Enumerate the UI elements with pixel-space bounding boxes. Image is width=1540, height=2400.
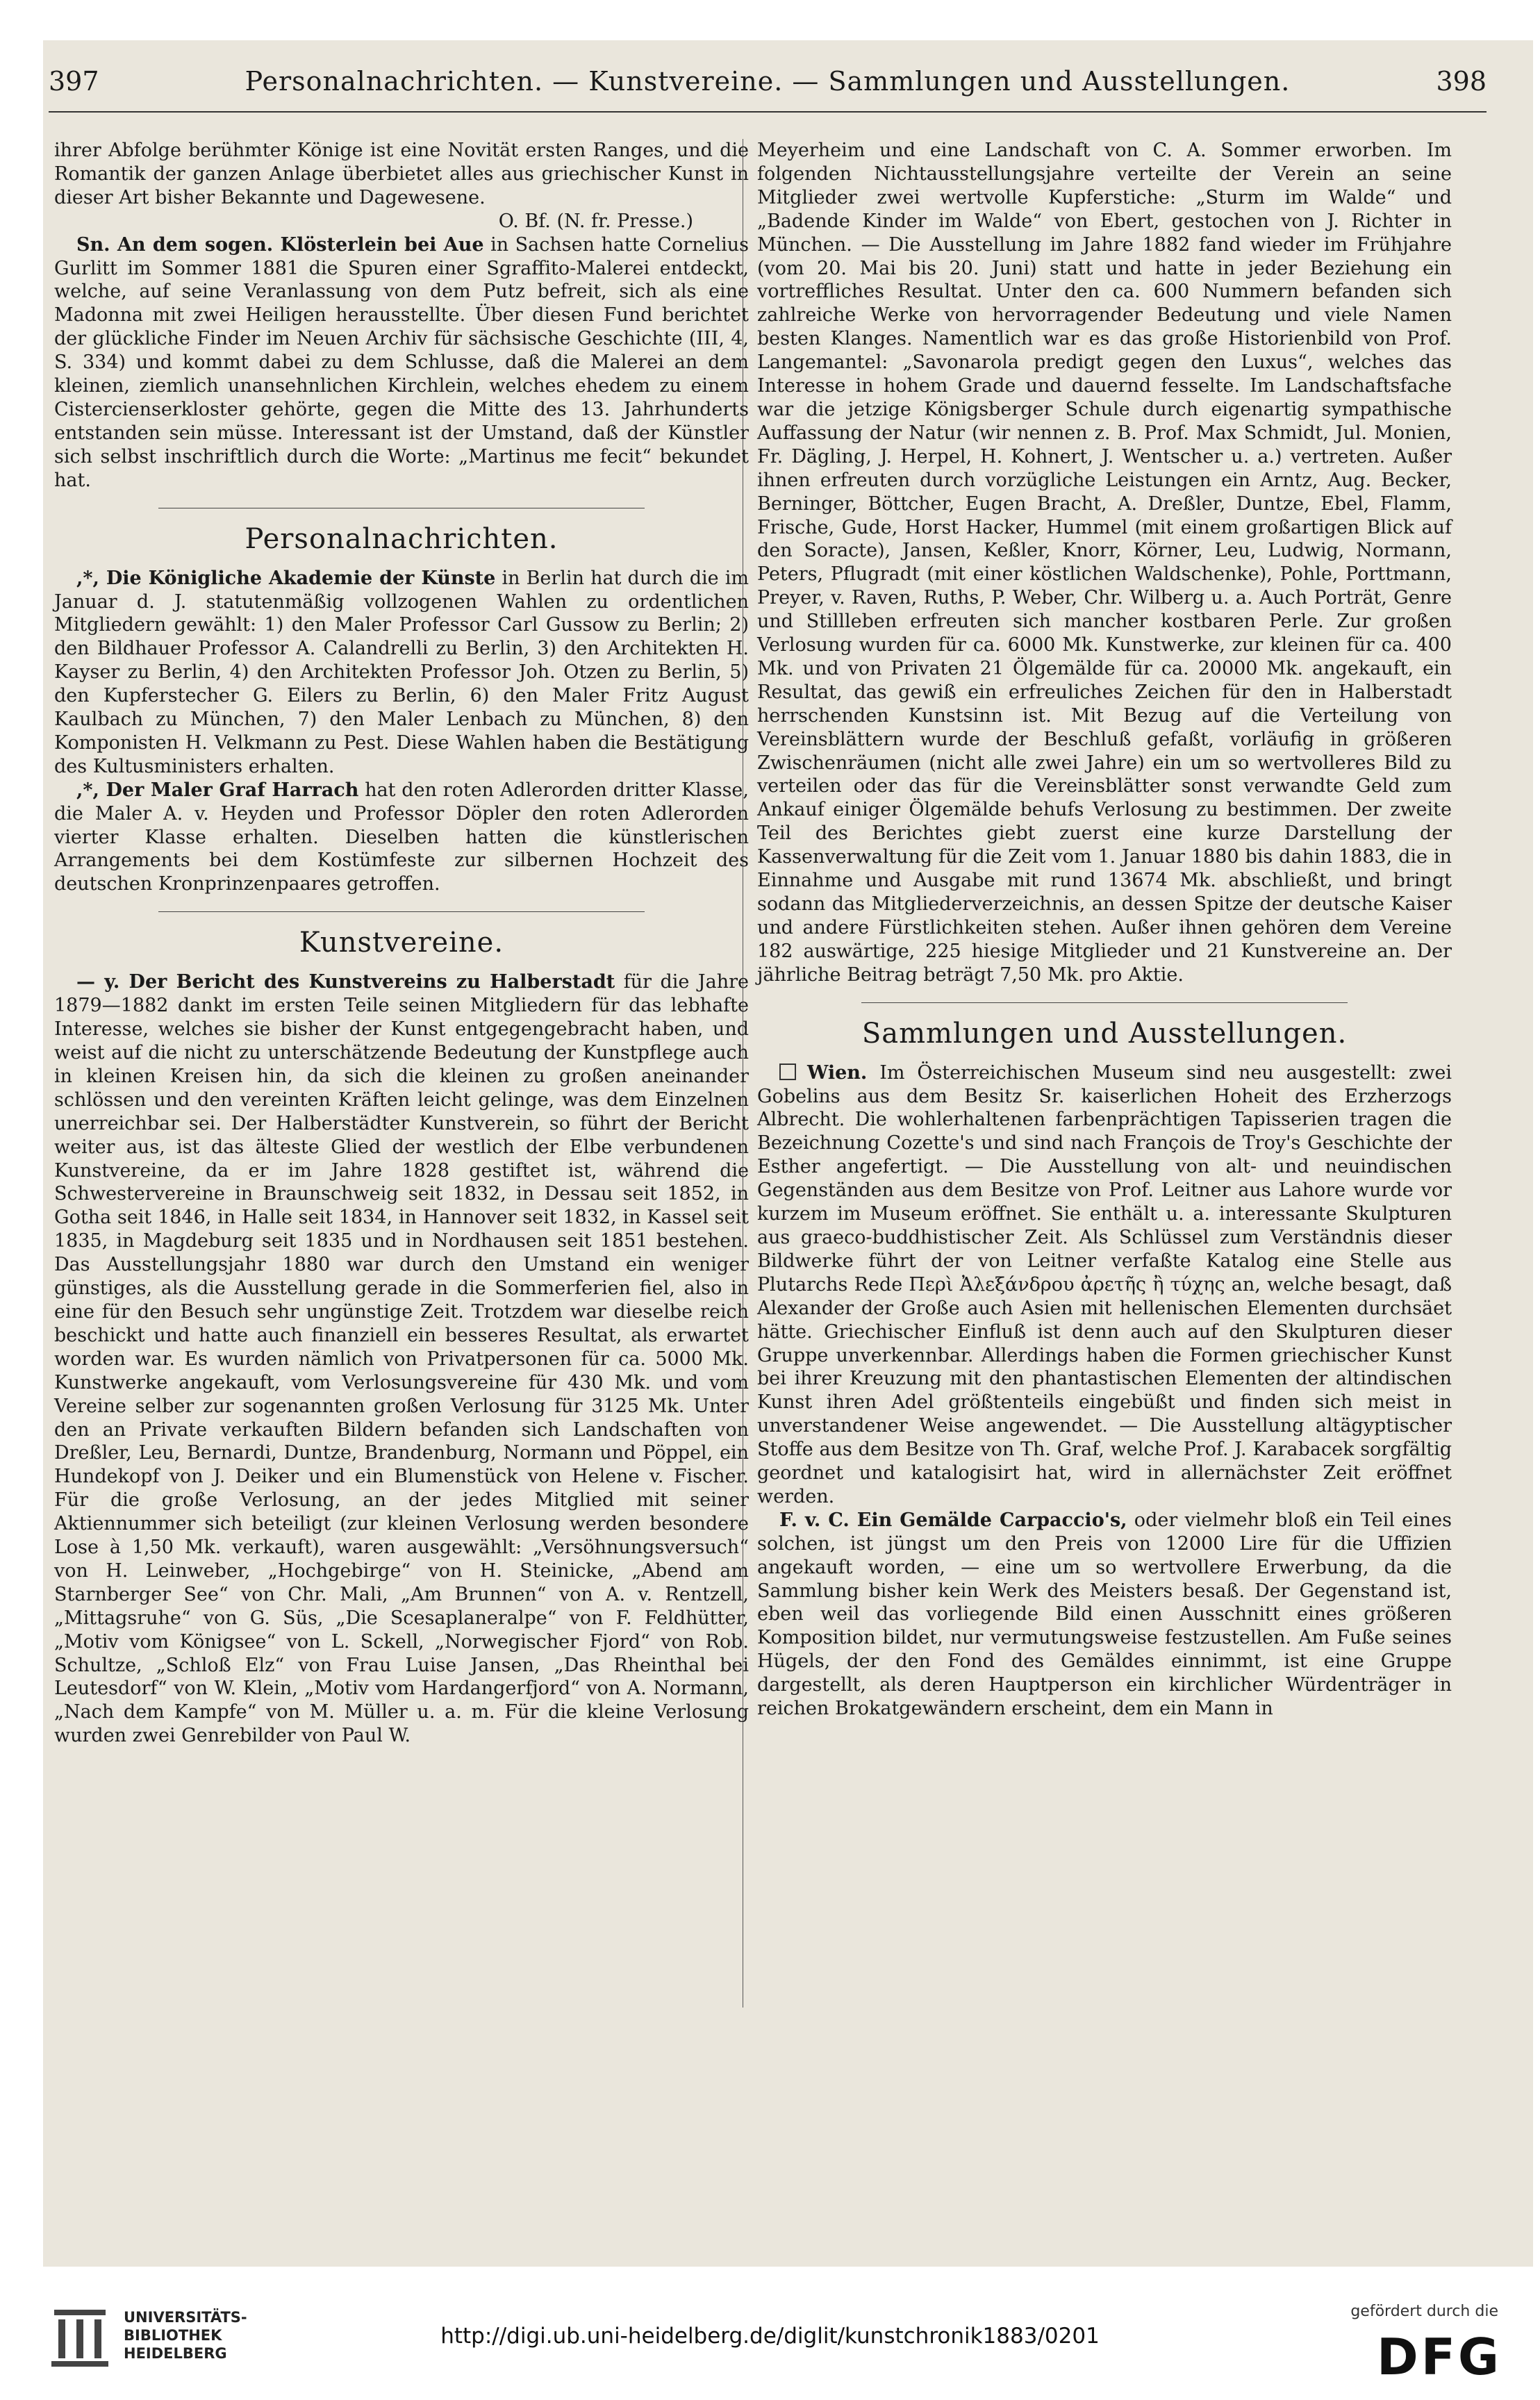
section-rule xyxy=(861,1002,1348,1003)
right-page-number: 398 xyxy=(1436,66,1487,97)
section-title-kunstvereine: Kunstvereine. xyxy=(299,927,504,959)
section-rule xyxy=(158,911,645,912)
footer-bar xyxy=(0,2275,1540,2400)
library-line: UNIVERSITÄTS- xyxy=(124,2309,247,2326)
section-title-personalnachrichten: Personalnachrichten. xyxy=(245,522,558,555)
source-url-link[interactable]: http://digi.ub.uni-heidelberg.de/diglit/kunstchronik1883/0201 xyxy=(440,2324,1100,2349)
harrach-lead: ,*, Der Maler Graf Harrach xyxy=(76,779,359,801)
harrach-text: hat den roten Adlerorden dritter Klasse, die Maler A. v. Heyden und Professor Döpler den roten Adlerorden vierter Klasse erhalten. Dieselben hatten die künstlerischen Arrangements bei dem Kostümfeste zur silbernen Hochzeit des deutschen Kronprinzenpaares getroffen. xyxy=(54,779,749,895)
dfg-logo-text: DFG xyxy=(1376,2328,1502,2386)
wien-text: Im Österreichischen Museum sind neu ausgestellt: zwei Gobelins aus dem Besitz Sr. kaiserlichen Hoheit des Erzherzogs Albrecht. Die wohlerhaltenen farbenprächtigen Tapisserien tragen die Bezeichnung Cozette's und sind nach François de Troy's Geschichte der Esther angefertigt. — Die Ausstellung von alt- und neuindischen Gegenständen aus dem Besitze von Prof. Leitner aus Lahore wurde vor kurzem im Museum eröffnet. Sie enthält u. a. interessante Skulpturen aus graeco-buddhistischer Zeit. Als Schlüssel zum Verständnis dieser Bildwerke führt der von Leitner verfaßte Katalog eine Stelle aus Plutarchs Rede Περὶ Ἀλεξάνδρου ἀρετῆς ἢ τύχης an, welche besagt, daß Alexander der Große auch Asien mit hellenischen Elementen durchsäet hätte. Griechischer Einfluß ist denn auch auf den Skulpturen dieser Gruppe unverkennbar. Allerdings haben die Formen griechischer Kunst bei ihrer Kreuzung mit den phantastischen Elementen der altindischen Kunst ihren Adel größtenteils eingebüßt und finden sich meist in unverstandener Weise angewendet. — Die Ausstellung altägyptischer Stoffe aus dem Besitze von Th. Graf, welche Prof. J. Karabacek sorgfältig geordnet und katalogisirt hat, wird in allernächster Zeit eröffnet werden. xyxy=(757,1061,1452,1507)
square-marker-icon xyxy=(779,1064,796,1080)
carpaccio-lead: F. v. C. Ein Gemälde Carpaccio's, xyxy=(779,1509,1127,1531)
section-title-sammlungen: Sammlungen und Ausstellungen. xyxy=(861,1017,1348,1050)
sn-lead: Sn. An dem sogen. Klösterlein bei Aue xyxy=(76,233,484,256)
academy-article xyxy=(54,567,749,779)
carpaccio-text: oder vielmehr bloß ein Teil eines solchen, ist jüngst um den Preis von 12000 Lire für die Uffizien angekauft worden, — eine um so wertvollere Erwerbung, da die Sammlung bisher kein Werk des Meisters besaß. Der Gegenstand ist, eben weil das vorliegende Bild einen Ausschnitt eines größeren Komposition bildet, nur vermutungsweise festzustellen. Am Fuße seines Hügels, der den Fond des Gemäldes einnimmt, ist eine Gruppe dargestellt, als deren Hauptperson ein kirchlicher Würdenträger in reichen Brokatgewändern erscheint, dem ein Mann in xyxy=(757,1509,1452,1720)
funding-label: gefördert durch die xyxy=(1350,2303,1498,2320)
sn-article xyxy=(54,233,749,493)
academy-text: in Berlin hat durch die im Januar d. J. statutenmäßig vollzogenen Wahlen zu ordentlichen Mitgliedern gewählt: 1) den Maler Professor Carl Gussow zu Berlin; 2) den Bildhauer Professor A. Calandrelli zu Berlin, 3) den Architekten H. Kayser zu Berlin, 4) den Architekten Professor Joh. Otzen zu Berlin, 5) den Kupferstecher G. Eilers zu Berlin, 6) den Maler Fritz August Kaulbach zu München, 7) den Maler Lenbach zu München, 8) den Komponisten H. Velkmann zu Pest. Diese Wahlen haben die Bestätigung des Kultusministers erhalten. xyxy=(54,567,749,777)
right-column xyxy=(757,139,1452,1721)
left-column xyxy=(54,139,749,1748)
halberstadt-article xyxy=(54,970,749,1748)
academy-lead: ,*, Die Königliche Akademie der Künste xyxy=(76,567,496,589)
header-rule xyxy=(49,111,1487,113)
running-title: Personalnachrichten. — Kunstvereine. — Sammlungen und Ausstellungen. xyxy=(245,66,1291,97)
left-page-number: 397 xyxy=(49,66,99,97)
dfg-logo xyxy=(1377,2329,1502,2385)
page-header xyxy=(49,66,1487,101)
sn-text: in Sachsen hatte Cornelius Gurlitt im Sommer 1881 die Spuren einer Sgraffito-Malerei entdeckt, welche, auf seine Veranlassung von dem Putz befreit, sich als eine Madonna mit zwei Heiligen herausstellte. Über diesen Fund berichtet der glückliche Finder im Neuen Archiv für sächsische Geschichte (III, 4, S. 334) und kommt dabei zu dem Schlusse, daß die Malerei an dem kleinen, ziemlich unansehnlichen Kirchlein, welches ehedem zu einem Cistercienserkloster gehörte, gegen die Mitte des 13. Jahrhunderts entstanden sein müsse. Interessant ist der Umstand, daß der Künstler sich selbst inschriftlich durch die Worte: „Martinus me fecit“ bekundet hat. xyxy=(54,233,749,491)
harrach-article xyxy=(54,779,749,897)
wien-article xyxy=(757,1061,1452,1509)
intro-source: O. Bf. (N. fr. Presse.) xyxy=(498,210,693,232)
carpaccio-article xyxy=(757,1509,1452,1721)
library-line: BIBLIOTHEK xyxy=(124,2327,222,2344)
intro-paragraph: ihrer Abfolge berühmter Könige ist eine Novität ersten Ranges, und die Romantik der ganzen Anlage überbietet alles aus griechischer Kunst in dieser Art bisher Bekannte und Dagewesene. xyxy=(54,140,749,208)
library-line: HEIDELBERG xyxy=(124,2345,227,2362)
halberstadt-continuation: Meyerheim und eine Landschaft von C. A. Sommer erworben. Im folgenden Nichtausstellungsjahre verteilte der Verein an seine Mitglieder zwei wertvolle Kupferstiche: „Sturm im Walde“ und „Badende Kinder im Walde“ von Ebert, gestochen von J. Richter in München. — Die Ausstellung im Jahre 1882 fand wieder im Frühjahre (vom 20. Mai bis 20. Juni) statt und hatte in jeder Beziehung ein vortreffliches Resultat. Unter den ca. 600 Nummern befanden sich zahlreiche Werke von hervorragender Bedeutung und viele Namen besten Klanges. Namentlich war es das große Historienbild von Prof. Langemantel: „Savonarola predigt gegen den Luxus“, welches das Interesse in hohem Grade und dauernd fesselte. Im Landschaftsfache war die jetzige Königsberger Schule durch eigenartig sympathische Auffassung der Natur (wir nennen z. B. Prof. Max Schmidt, Jul. Monien, Fr. Dägling, J. Herpel, H. Kohnert, J. Wentscher u. a.) vertreten. Außer ihnen erfreuten durch vorzügliche Leistungen ein Arntz, Aug. Becker, Berninger, Böttcher, Eugen Bracht, A. Dreßler, Duntze, Ebel, Flamm, Frische, Gude, Horst Hacker, Hummel (mit einem großartigen Blick auf den Soracte), Jansen, Keßler, Knorr, Körner, Leu, Ludwig, Normann, Peters, Pflugradt (mit einer köstlichen Waldschenke), Pohle, Porttmann, Preyer, v. Raven, Ruths, P. Weber, Chr. Wilberg u. a. Auch Porträt, Genre und Stillleben erfreuten sich mancher kostbaren Perle. Zur großen Verlosung wurden für ca. 6000 Mk. Kunstwerke, zur kleinen für ca. 400 Mk. und von Privaten 21 Ölgemälde für ca. 20000 Mk. angekauft, ein Resultat, das gewiß ein erfreuliches Zeichen für den in Halberstadt herrschenden Kunstsinn ist. Mit Bezug auf die Verteilung von Vereinsblättern wurde der Beschluß gefaßt, vorläufig in größeren Zwischenräumen (nicht alle zwei Jahre) ein um so wertvolleres Bild zu verteilen oder das für die Vereinsblätter sonst verwandte Geld zum Ankauf einiger Ölgemälde behufs Verlosung zu bestimmen. Der zweite Teil des Berichtes giebt zuerst eine kurze Darstellung der Kassenverwaltung für die Zeit vom 1. Januar 1880 bis dahin 1883, die in Einnahme und Ausgabe mit rund 13674 Mk. abschließt, und bringt sodann das Mitgliederverzeichnis, an dessen Spitze der deutsche Kaiser und andere Fürstlichkeiten stehen. Außer ihnen gehören dem Vereine 182 auswärtige, 225 hiesige Mitglieder und 21 Kunstvereine an. Der jährliche Beitrag beträgt 7,50 Mk. pro Aktie. xyxy=(757,140,1452,986)
wien-lead: Wien. xyxy=(807,1061,868,1084)
halberstadt-lead: — y. Der Bericht des Kunstvereins zu Halberstadt xyxy=(76,971,615,993)
halberstadt-text: für die Jahre 1879—1882 dankt im ersten Teile seinen Mitgliedern für das lebhafte Interesse, welches sie bisher der Kunst entgegengebracht haben, und weist auf die nicht zu unterschätzende Bedeutung der Kunstpflege auch in kleinen Kreisen hin, da sich die kleinen zu großen aneinander schlössen und den vereinten Kräften leicht gelinge, was dem Einzelnen unerreichbar sei. Der Halberstädter Kunstverein, so führt der Bericht weiter aus, ist das älteste Glied der westlich der Elbe verbundenen Kunstvereine, da er im Jahre 1828 gestiftet ist, während die Schwestervereine in Braunschweig seit 1832, in Dessau seit 1852, in Gotha seit 1846, in Halle seit 1834, in Hannover seit 1832, in Kassel seit 1835, in Magdeburg seit 1835 und in Nordhausen seit 1851 bestehen. Das Ausstellungsjahr 1880 war durch den Umstand ein weniger günstiges, als die Ausstellung gerade in die Sommerferien fiel, also in eine für den Besuch sehr ungünstige Zeit. Trotzdem war dieselbe reich beschickt und hatte auch finanziell ein besseres Resultat, als erwartet worden war. Es wurden nämlich von Privatpersonen für ca. 5000 Mk. Kunstwerke angekauft, vom Verlosungsvereine für 430 Mk. und vom Vereine selber zur sogenannten großen Verlosung für 3125 Mk. Unter den an Private verkauften Bildern befanden sich Landschaften von Dreßler, Leu, Bernardi, Duntze, Brandenburg, Normann und Pöppel, ein Hundekopf von J. Deiker und ein Blumenstück von Helene v. Fischer. Für die große Verlosung, an der jedes Mitglied mit seiner Aktiennummer sich beteiligt (zur kleinen Verlosung werden besondere Lose à 1,50 Mk. verkauft), waren ausgewählt: „Versöhnungsversuch“ von H. Leinweber, „Hochgebirge“ von H. Steinicke, „Abend am Starnberger See“ von Chr. Mali, „Am Brunnen“ von A. v. Rentzell, „Mittagsruhe“ von G. Süs, „Die Scesaplaneralpe“ von F. Feldhütter, „Motiv vom Königsee“ von L. Sckell, „Norwegischer Fjord“ von Rob. Schultze, „Schloß Elz“ von Frau Luise Jansen, „Das Rheinthal bei Leutesdorf“ von W. Klein, „Motiv vom Hardangerfjord“ von A. Normann, „Nach dem Kampfe“ von M. Müller u. a. m. Für die kleine Verlosung wurden zwei Genrebilder von Paul W. xyxy=(54,971,749,1747)
